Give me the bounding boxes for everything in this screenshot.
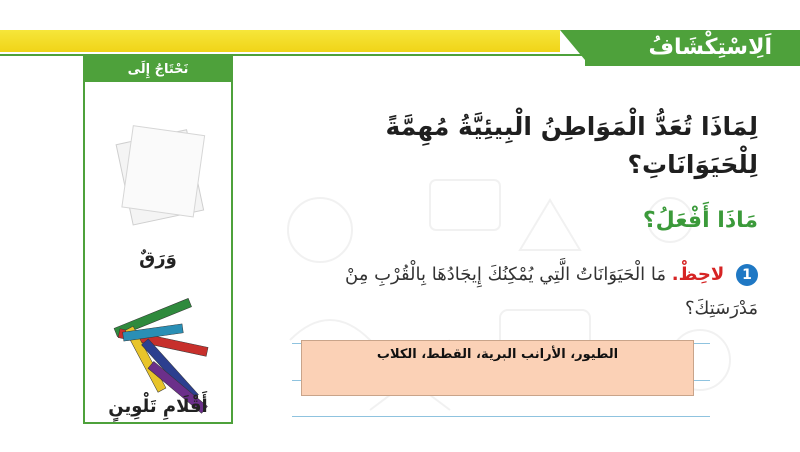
main-question: لِمَاذَا تُعَدُّ الْمَوَاطِنُ الْبِيئِيَّةُ مُهِمَّةً لِلْحَيَوَانَاتِ؟	[385, 112, 758, 179]
answer-line	[292, 416, 710, 417]
material-label-crayons: أَقْلَامِ تَلْوِينٍ	[108, 396, 208, 417]
section-title: اَلِاسْتِكْشَافُ	[648, 35, 772, 60]
paper-sheets-icon	[105, 118, 217, 228]
materials-header: نَحْتَاجُ إِلَى	[85, 58, 231, 82]
header-yellow-band	[0, 30, 560, 52]
answer-text: الطيور، الأرانب البرية، القطط، الكلاب	[376, 347, 619, 362]
what-to-do-heading: مَاذَا أَفْعَلُ؟	[642, 208, 758, 233]
step-number-badge: 1	[736, 264, 758, 286]
step-1	[288, 258, 758, 326]
materials-panel	[83, 56, 233, 424]
step-keyword: لاحِظْ.	[671, 264, 725, 285]
step-text: مَا الْحَيَوَانَاتُ الَّتِي يُمْكِنُكَ إِيجَادُهَا بِالْقُرْبِ مِنْ مَدْرَسَتِكَ؟	[345, 264, 758, 319]
material-label-paper: وَرَقٌ	[139, 248, 177, 269]
answer-box[interactable]	[301, 340, 694, 396]
